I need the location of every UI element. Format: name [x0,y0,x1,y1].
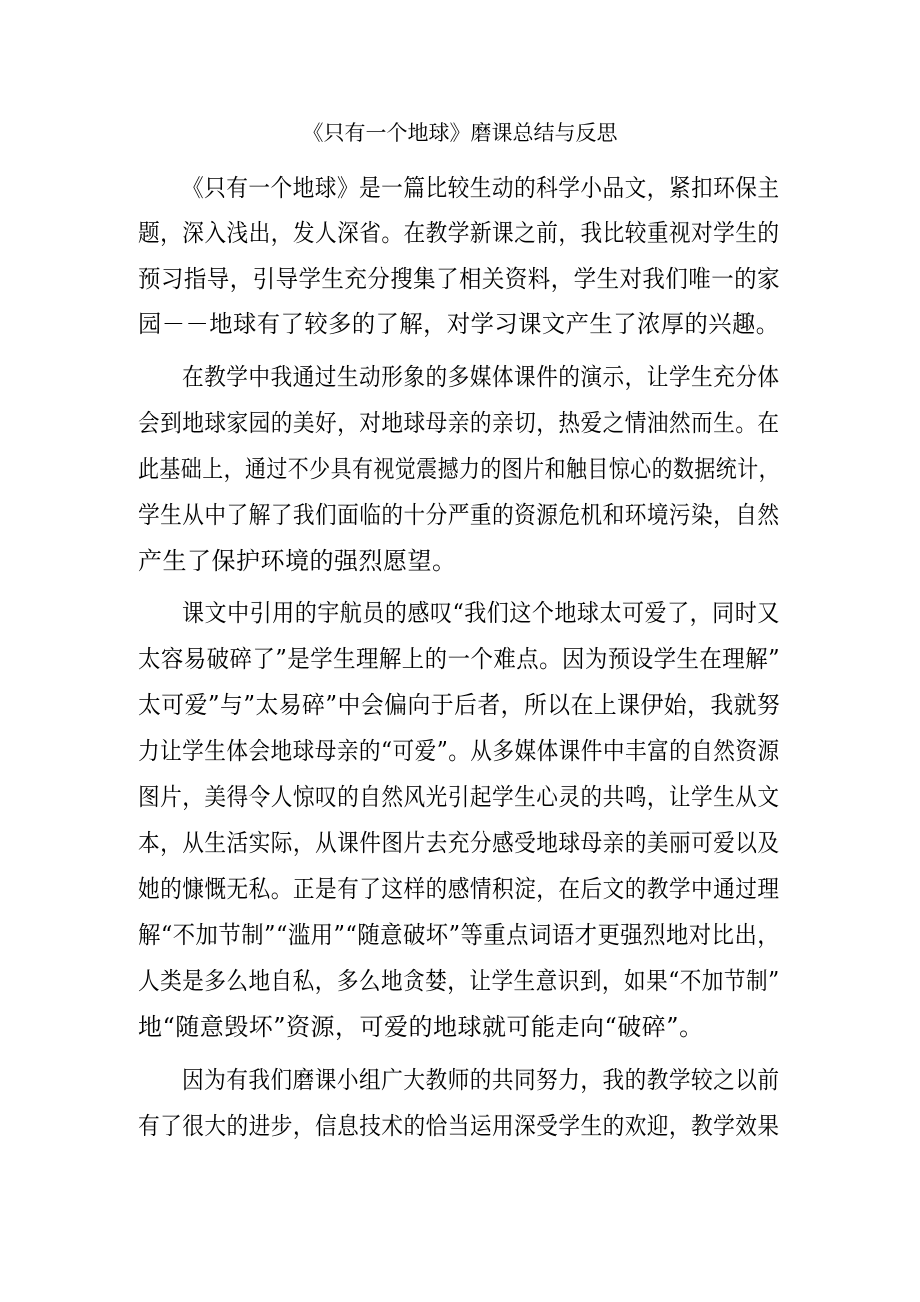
text-line-10: 课文中引用的宇航员的感叹“我们这个地球太可爱了，同时又 [182,599,780,627]
text-line-18: 人类是多么地自私，多么地贪婪，让学生意识到，如果“不加节制” [138,967,780,995]
text-line-21: 有了很大的进步，信息技术的恰当运用深受学生的欢迎，教学效果 [138,1112,780,1140]
text-line-16: 她的慷慨无私。正是有了这样的感情积淀，在后文的教学中通过理 [138,875,780,903]
text-line-6: 会到地球家园的美好，对地球母亲的亲切，热爱之情油然而生。在 [138,409,780,437]
text-line-2: 题，深入浅出，发人深省。在教学新课之前，我比较重视对学生的 [138,219,780,247]
text-line-12: 太可爱”与”太易碎”中会偏向于后者，所以在上课伊始，我就努 [138,691,781,719]
text-line-17: 解“不加节制”“滥用”“随意破坏”等重点词语才更强烈地对比出， [138,921,781,949]
text-line-13: 力让学生体会地球母亲的“可爱”。从多媒体课件中丰富的自然资源 [138,737,780,765]
text-line-7: 此基础上，通过不少具有视觉震撼力的图片和触目惊心的数据统计， [138,455,780,483]
text-line-11: 太容易破碎了”是学生理解上的一个难点。因为预设学生在理解” [138,645,781,673]
text-line-8: 学生从中了解了我们面临的十分严重的资源危机和环境污染，自然 [138,501,780,529]
text-line-4: 园－－地球有了较多的了解，对学习课文产生了浓厚的兴趣。 [138,310,780,338]
text-line-15: 本，从生活实际，从课件图片去充分感受地球母亲的美丽可爱以及 [138,829,780,857]
text-line-1: 《只有一个地球》是一篇比较生动的科学小品文，紧扣环保主 [182,174,780,202]
text-line-14: 图片，美得令人惊叹的自然风光引起学生心灵的共鸣，让学生从文 [138,783,780,811]
text-line-20: 因为有我们磨课小组广大教师的共同努力，我的教学较之以前 [182,1066,780,1094]
text-line-9: 产生了保护环境的强烈愿望。 [138,547,457,575]
text-line-19: 地“随意毁坏”资源，可爱的地球就可能走向“破碎”。 [138,1013,704,1041]
text-line-3: 预习指导，引导学生充分搜集了相关资料，学生对我们唯一的家 [138,265,780,293]
document-title: 《只有一个地球》磨课总结与反思 [302,121,618,145]
text-line-5: 在教学中我通过生动形象的多媒体课件的演示，让学生充分体 [182,363,780,391]
